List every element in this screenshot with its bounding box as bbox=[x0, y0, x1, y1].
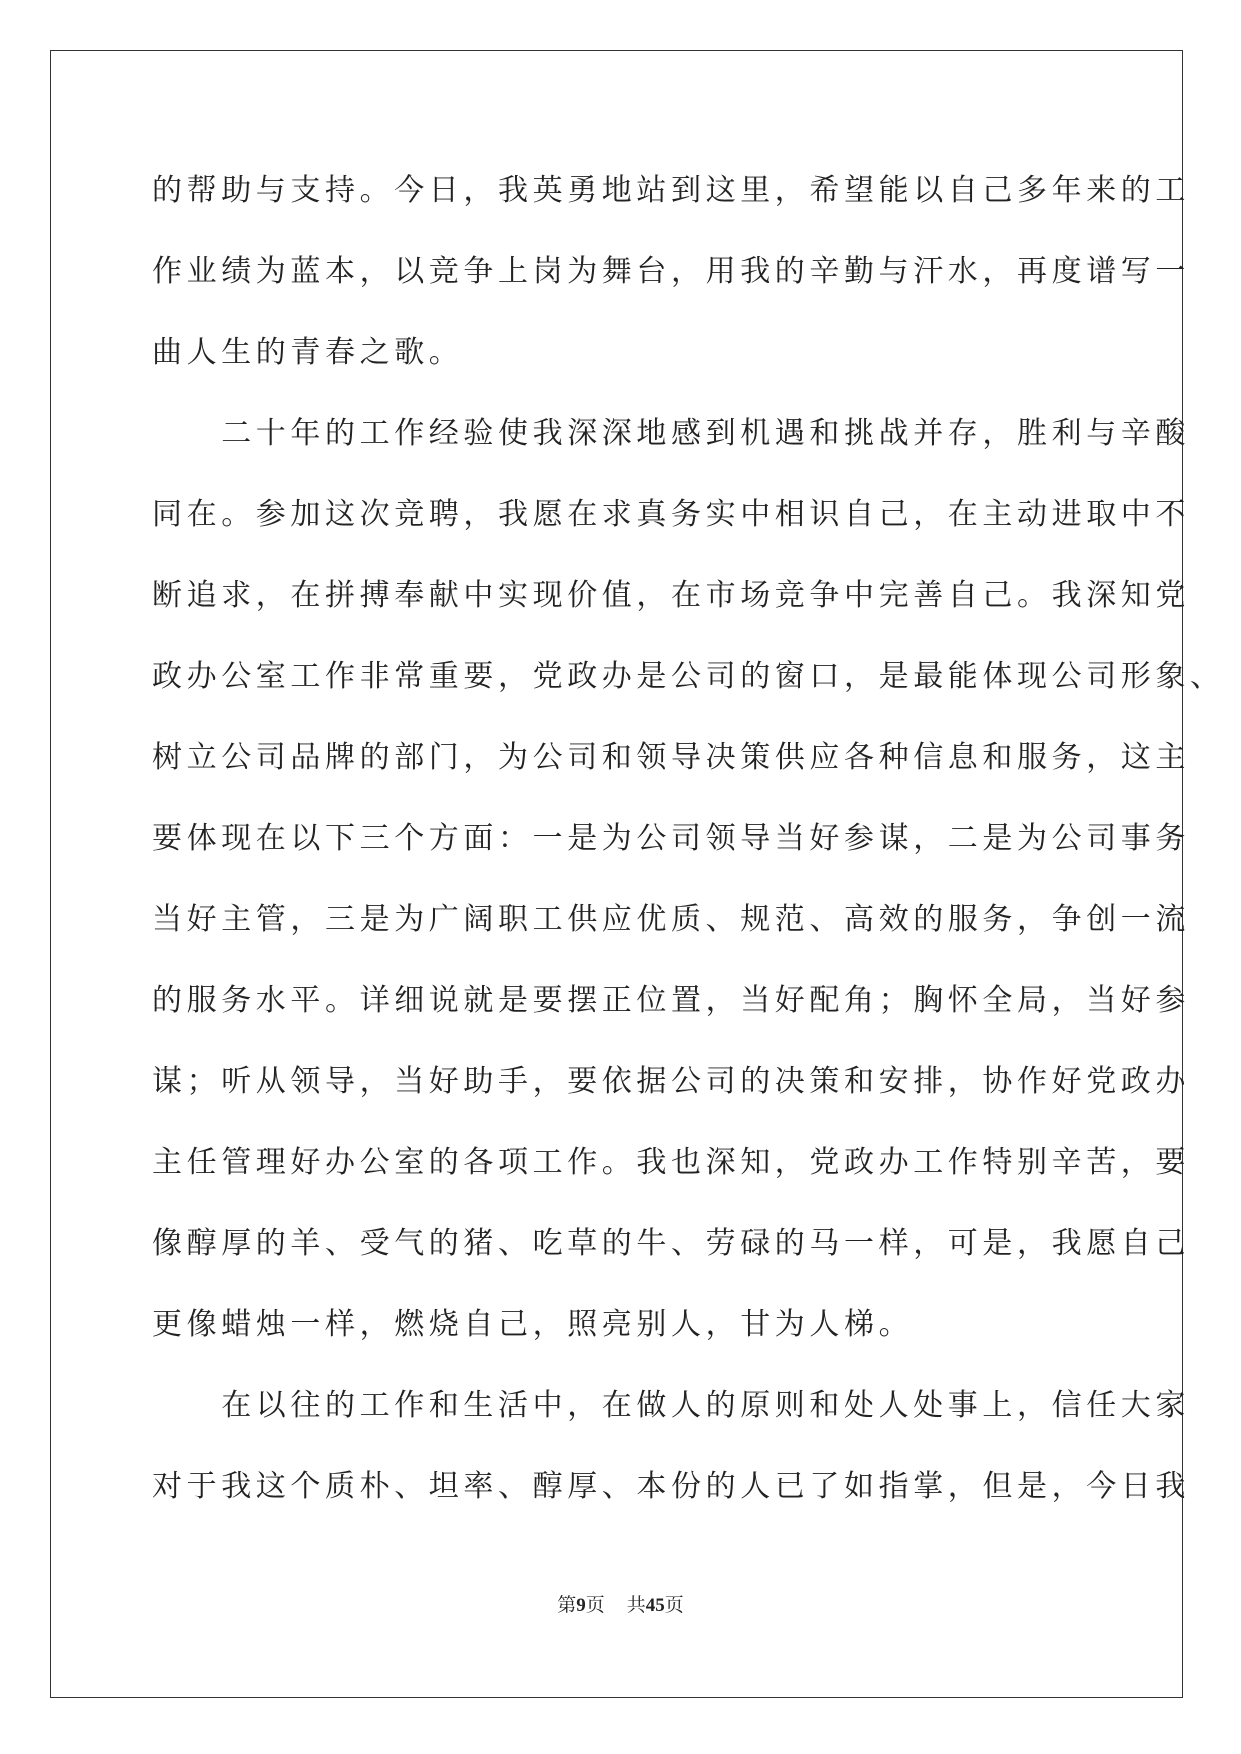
text-line: 的帮助与支持。今日，我英勇地站到这里，希望能以自己多年来的工 bbox=[152, 173, 1190, 208]
total-pages: 45 bbox=[645, 1595, 665, 1616]
text-line: 更像蜡烛一样，燃烧自己，照亮别人，甘为人梯。 bbox=[152, 1307, 914, 1342]
text-line: 作业绩为蓝本，以竞争上岗为舞台，用我的辛勤与汗水，再度谱写一 bbox=[152, 254, 1190, 289]
page-footer bbox=[0, 1590, 1241, 1617]
text-line: 同在。参加这次竞聘，我愿在求真务实中相识自己，在主动进取中不 bbox=[152, 497, 1190, 532]
document-body bbox=[152, 161, 1225, 1538]
text-line: 主任管理好办公室的各项工作。我也深知，党政办工作特别辛苦，要 bbox=[152, 1145, 1190, 1180]
text-line: 要体现在以下三个方面：一是为公司领导当好参谋，二是为公司事务 bbox=[152, 821, 1190, 856]
text-line: 当好主管，三是为广阔职工供应优质、规范、高效的服务，争创一流 bbox=[152, 902, 1190, 937]
total-unit: 页 bbox=[664, 1594, 684, 1616]
text-line: 二十年的工作经验使我深深地感到机遇和挑战并存，胜利与辛酸 bbox=[152, 416, 1190, 451]
page-prefix: 第 bbox=[557, 1594, 577, 1616]
page-unit: 页 bbox=[585, 1594, 605, 1616]
text-line: 在以往的工作和生活中，在做人的原则和处人处事上，信任大家 bbox=[152, 1388, 1190, 1423]
text-line: 断追求，在拼搏奉献中实现价值，在市场竞争中完善自己。我深知党 bbox=[152, 578, 1190, 613]
text-line: 像醇厚的羊、受气的猪、吃草的牛、劳碌的马一样，可是，我愿自己 bbox=[152, 1226, 1190, 1261]
text-line: 谋；听从领导，当好助手，要依据公司的决策和安排，协作好党政办 bbox=[152, 1064, 1190, 1099]
text-line: 对于我这个质朴、坦率、醇厚、本份的人已了如指掌，但是，今日我 bbox=[152, 1469, 1190, 1504]
total-prefix: 共 bbox=[626, 1594, 646, 1616]
text-line: 树立公司品牌的部门，为公司和领导决策供应各种信息和服务，这主 bbox=[152, 740, 1190, 775]
text-line: 的服务水平。详细说就是要摆正位置，当好配角；胸怀全局，当好参 bbox=[152, 983, 1190, 1018]
text-line: 政办公室工作非常重要，党政办是公司的窗口，是最能体现公司形象、 bbox=[152, 659, 1225, 694]
page-number: 9 bbox=[576, 1595, 586, 1616]
text-line: 曲人生的青春之歌。 bbox=[152, 335, 464, 370]
